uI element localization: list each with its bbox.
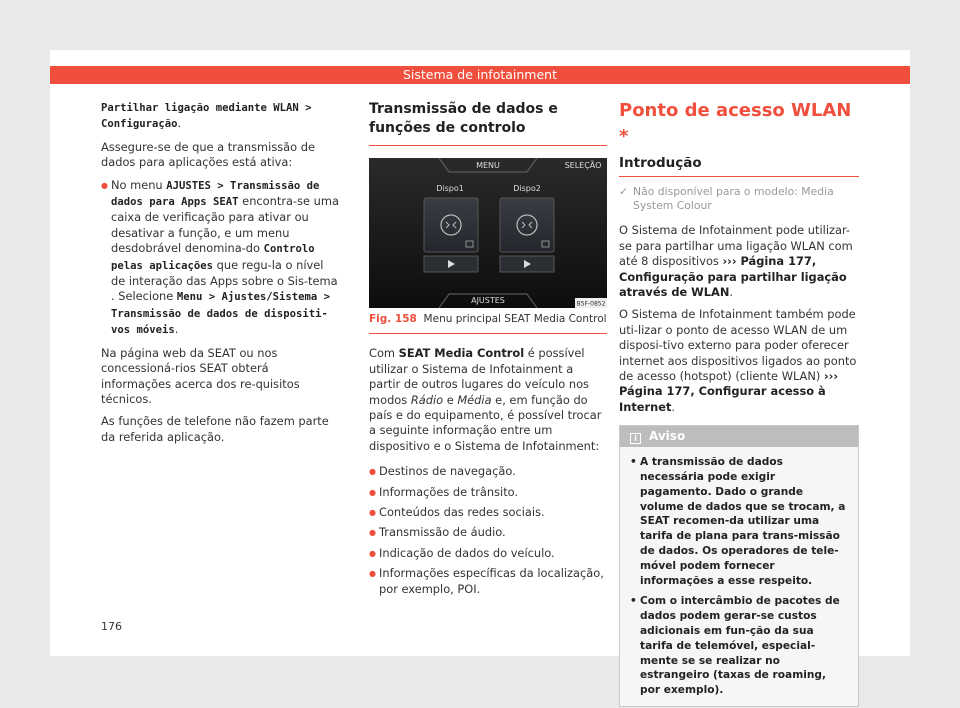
figure-code: B5F-0852 <box>576 300 606 308</box>
notice-header: i Aviso <box>620 426 858 447</box>
page-number: 176 <box>101 620 122 633</box>
paragraph-wlan-share: O Sistema de Infotainment pode utilizar-se para partilhar uma ligação WLAN com até 8 dispositivos ››› Página 177, Configuração para partilhar ligação através de WLAN. <box>619 223 853 300</box>
check-icon: ✓ <box>619 185 629 199</box>
device1-tile[interactable] <box>424 198 478 252</box>
screen-menu-label[interactable]: MENU <box>476 161 500 170</box>
chapter-title: Ponto de acesso WLAN * <box>619 100 852 147</box>
column-2 <box>369 100 607 602</box>
list-item: ● Informações de trânsito. <box>369 485 607 500</box>
paragraph-2: Na página web da SEAT ou nos concessioná-rios SEAT obterá informações acerca dos re-quisitos técnicos. <box>101 345 300 406</box>
notice-item: • A transmissão de dados necessária pode exigir pagamento. Dado o grande volume de dados que se trocam, a SEAT recomen-da utilizar uma tarifa de plana para trans-missão de dados. Os operadores de tele-móvel podem fornecer informações a esse respeito. <box>630 455 848 588</box>
manual-page <box>50 50 910 697</box>
intro-path: Partilhar ligação mediante WLAN > Configuração. <box>101 102 312 131</box>
info-icon: i <box>630 433 641 444</box>
figure-screen <box>369 158 607 308</box>
paragraph-wlan-client: O Sistema de Infotainment também pode uti-lizar o ponto de acesso WLAN de um disposi-tivo externo para poder oferecer internet aos dispositivos ligados ao ponto de acesso (hotspot) (cliente WLAN) ››› Página 177, Configurar acesso à Internet. <box>619 307 857 414</box>
link-page-177-config[interactable]: ››› Página 177, Configuração para partilhar ligação através de WLAN <box>619 254 847 300</box>
section-heading: Transmissão de dados e funções de controlo <box>369 100 607 146</box>
paragraph-media-control: Com SEAT Media Control é possível utilizar o Sistema de Infotainment a partir de outros lugares do veículo nos modos Rádio e Média e, em função do país e do equipamento, é possível trocar a seguinte informação entre um dispositivo e o Sistema de Infotainment: <box>369 346 602 453</box>
list-item: ● Conteúdos das redes sociais. <box>369 505 607 520</box>
device2-tile[interactable] <box>500 198 554 252</box>
list-item: ● Destinos de navegação. <box>369 464 607 479</box>
column-3 <box>619 98 859 707</box>
list-item: ● Informações específicas da localização, por exemplo, POI. <box>369 566 607 597</box>
screen-device1-label: Dispo1 <box>436 184 464 193</box>
column-1 <box>101 100 339 452</box>
chapter-header: Sistema de infotainment <box>50 66 910 84</box>
paragraph-3: As funções de telefone não fazem parte da referida aplicação. <box>101 414 329 444</box>
notice-item: • Com o intercâmbio de pacotes de dados podem gerar-se custos adicionais em fun-ção da sua tarifa de telemóvel, especial-mente se se realizar no estrangeiro (taxas de roaming, por exemplo). <box>630 594 848 698</box>
instruction-bullet: ● No menu AJUSTES > Transmissão de dados para Apps SEAT encontra-se uma caixa de verificação para ativar ou desativar a função, e um menu desdobrável denomina-do Controlo pelas aplicações que regu-la o nível de interação das Apps sobre o Sis-tema . Selecione Menu > Ajustes/Sistema > Transmissão de dados de dispositi-vos móveis. <box>101 178 339 339</box>
figure-caption: Fig. 158 Menu principal SEAT Media Control <box>369 312 607 334</box>
screen-device2-label: Dispo2 <box>513 184 541 193</box>
subsection-title: Introdução <box>619 156 859 177</box>
play-button-1[interactable] <box>424 256 478 272</box>
play-button-2[interactable] <box>500 256 554 272</box>
screen-selecao-label[interactable]: SELEÇÃO <box>564 161 602 170</box>
media-control-screen <box>369 158 607 308</box>
link-page-177-internet[interactable]: ››› Página 177, Configurar acesso à Internet <box>619 369 839 414</box>
list-item: ● Transmissão de áudio. <box>369 525 607 540</box>
notice-box <box>619 425 859 707</box>
info-list <box>369 464 607 597</box>
screen-ajustes-label[interactable]: AJUSTES <box>471 296 505 305</box>
availability-note: ✓ Não disponível para o modelo: Media System Colour <box>619 185 834 213</box>
list-item: ● Indicação de dados do veículo. <box>369 546 607 561</box>
paragraph-1: Assegure-se de que a transmissão de dados para aplicações está ativa: <box>101 139 315 170</box>
notice-body <box>620 447 858 706</box>
